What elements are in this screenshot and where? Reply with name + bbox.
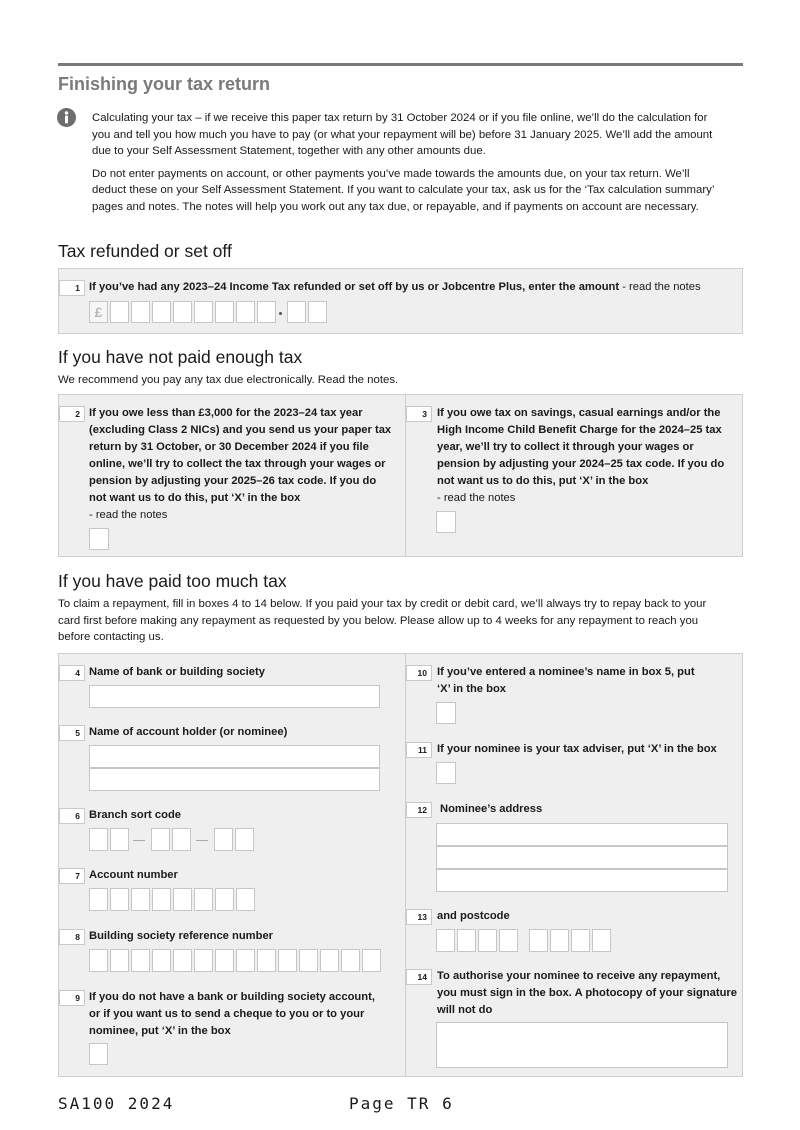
checkbox-question-9[interactable] [89, 1043, 108, 1065]
top-rule [58, 63, 743, 66]
intro-paragraph-calculating: Calculating your tax – if we receive this paper tax return by 31 October 2024 or if you file online, we’ll do the calculation for you and tell you how much you have to pay (or what your repayment will be) before 31 January 2025. We’ll add the amount due to your Self Assessment Statement, together with any other amounts due. [92, 112, 713, 158]
amount-digit-box[interactable] [236, 301, 255, 323]
question-14-text [437, 968, 737, 1019]
question-6-text [89, 807, 389, 824]
sort-code-digit-box[interactable] [151, 828, 170, 851]
question-8-label: Building society reference number [89, 930, 274, 942]
postcode-char-box[interactable] [436, 929, 455, 952]
panel-paid-too-much [58, 653, 743, 1077]
section-title-paid-too-much: If you have paid too much tax [58, 571, 287, 591]
column-divider [405, 654, 406, 1076]
question-3-note: - read the notes [437, 492, 516, 504]
question-4-label: Name of bank or building society [89, 666, 265, 678]
question-11-text [437, 741, 737, 758]
section-title-refunded: Tax refunded or set off [58, 241, 232, 261]
intro-paragraph-payments: Do not enter payments on account, or other payments you’ve made towards the amounts due, on your tax return. We’ll deduct these on your Self Assessment Statement. If you want to calculate your tax, ask us for the ‘Tax calculation summary’ pages and notes. The notes will help you work out any tax due, or repayable, and if payments on account are necessary. [92, 167, 714, 213]
reference-digit-box[interactable] [320, 949, 339, 972]
question-number-8: 8 [59, 929, 85, 945]
postcode-char-box[interactable] [529, 929, 548, 952]
account-number-digit-box[interactable] [110, 888, 129, 911]
bank-name-input[interactable] [89, 685, 380, 708]
account-number-digit-box[interactable] [89, 888, 108, 911]
question-14-label: To authorise your nominee to receive any repayment, you must sign in the box. A photocopy of your signature will not do [437, 970, 737, 1016]
reference-digit-box[interactable] [173, 949, 192, 972]
question-number-3: 3 [406, 406, 432, 422]
question-13-text [437, 908, 737, 925]
question-1-text [89, 279, 739, 296]
question-2-note: - read the notes [89, 509, 168, 521]
question-number-9: 9 [59, 990, 85, 1006]
account-number-digit-box[interactable] [194, 888, 213, 911]
amount-digit-box[interactable] [131, 301, 150, 323]
question-number-13: 13 [406, 909, 432, 925]
account-number-digit-box[interactable] [173, 888, 192, 911]
question-number-1: 1 [59, 280, 85, 296]
info-icon [57, 108, 76, 127]
section-subtitle-paid-too-much: To claim a repayment, fill in boxes 4 to 14 below. If you paid your tax by credit or debit card, we’ll always try to repay back to your card first before making any repayment as requested by you below. Please allow up to 4 weeks for any repayment to reach you before contacting us. [58, 598, 707, 644]
reference-digit-box[interactable] [257, 949, 276, 972]
amount-pence-box[interactable] [287, 301, 306, 323]
sort-code-digit-box[interactable] [235, 828, 254, 851]
checkbox-question-10[interactable] [436, 702, 456, 724]
amount-digit-box[interactable] [152, 301, 171, 323]
question-7-label: Account number [89, 869, 178, 881]
reference-digit-box[interactable] [215, 949, 234, 972]
panel-refunded [58, 268, 743, 334]
intro-text [92, 110, 722, 222]
account-number-digit-box[interactable] [152, 888, 171, 911]
panel-not-paid [58, 394, 743, 557]
question-4-text [89, 664, 389, 681]
sort-code-separator [133, 840, 145, 841]
reference-digit-box[interactable] [89, 949, 108, 972]
pound-sign: £ [94, 304, 103, 320]
question-number-11: 11 [406, 742, 432, 758]
amount-digit-box[interactable] [173, 301, 192, 323]
reference-digit-box[interactable] [299, 949, 318, 972]
page-number: Page TR 6 [349, 1094, 454, 1113]
question-3-label: If you owe tax on savings, casual earnings and/or the High Income Child Benefit Charge for the 2024–25 tax year, we’ll try to collect it through your wages or pension by adjusting your 2024–25 tax code. If you do not want us to do this, put ‘X’ in the box [437, 407, 725, 487]
question-3-text [437, 405, 737, 507]
reference-digit-box[interactable] [362, 949, 381, 972]
sort-code-digit-box[interactable] [214, 828, 233, 851]
account-number-digit-box[interactable] [215, 888, 234, 911]
question-11-label: If your nominee is your tax adviser, put ‘X’ in the box [437, 743, 717, 755]
currency-box [89, 301, 108, 323]
question-10-text [437, 664, 697, 698]
amount-digit-box[interactable] [194, 301, 213, 323]
reference-digit-box[interactable] [278, 949, 297, 972]
question-6-label: Branch sort code [89, 809, 182, 821]
postcode-char-box[interactable] [592, 929, 611, 952]
account-number-digit-box[interactable] [131, 888, 150, 911]
question-13-label: and postcode [437, 910, 510, 922]
question-number-5: 5 [59, 725, 85, 741]
account-holder-input-line-2[interactable] [89, 768, 380, 791]
reference-digit-box[interactable] [152, 949, 171, 972]
question-1-note: - read the notes [619, 281, 701, 293]
question-5-label: Name of account holder (or nominee) [89, 726, 288, 738]
question-number-2: 2 [59, 406, 85, 422]
section-title-not-paid: If you have not paid enough tax [58, 347, 303, 367]
question-number-4: 4 [59, 665, 85, 681]
postcode-char-box[interactable] [478, 929, 497, 952]
amount-digit-box[interactable] [110, 301, 129, 323]
account-holder-input-line-1[interactable] [89, 745, 380, 768]
signature-box[interactable] [436, 1022, 728, 1068]
sort-code-separator [196, 840, 208, 841]
question-number-14: 14 [406, 969, 432, 985]
reference-digit-box[interactable] [236, 949, 255, 972]
question-number-7: 7 [59, 868, 85, 884]
postcode-char-box[interactable] [571, 929, 590, 952]
question-2-label: If you owe less than £3,000 for the 2023–24 tax year (excluding Class 2 NICs) and you send us your paper tax return by 31 October, or 30 December 2024 if you file online, we’ll try to collect the tax through your wages or pension by adjusting your 2025–26 tax code. If you do not want us to do this, put ‘X’ in the box [89, 407, 392, 504]
question-1-label: If you’ve had any 2023–24 Income Tax refunded or set off by us or Jobcentre Plus, enter the amount [89, 281, 620, 293]
question-7-text [89, 867, 389, 884]
reference-digit-box[interactable] [131, 949, 150, 972]
question-8-text [89, 928, 389, 945]
question-9-text [89, 989, 389, 1040]
question-12-text [440, 801, 740, 818]
sort-code-digit-box[interactable] [110, 828, 129, 851]
form-code: SA100 2024 [58, 1094, 175, 1113]
question-12-label: Nominee’s address [440, 803, 543, 815]
amount-pence-box[interactable] [308, 301, 327, 323]
question-5-text [89, 724, 389, 741]
checkbox-question-2[interactable] [89, 528, 109, 550]
page-title: Finishing your tax return [58, 74, 271, 94]
question-number-12: 12 [406, 802, 432, 818]
checkbox-question-3[interactable] [436, 511, 456, 533]
nominee-address-line-2[interactable] [436, 846, 728, 869]
sort-code-digit-box[interactable] [172, 828, 191, 851]
account-number-digit-box[interactable] [236, 888, 255, 911]
amount-digit-box[interactable] [257, 301, 276, 323]
question-number-10: 10 [406, 665, 432, 681]
nominee-address-line-1[interactable] [436, 823, 728, 846]
postcode-char-box[interactable] [457, 929, 476, 952]
reference-digit-box[interactable] [341, 949, 360, 972]
question-2-text [89, 405, 394, 524]
question-number-6: 6 [59, 808, 85, 824]
sort-code-digit-box[interactable] [89, 828, 108, 851]
question-9-label: If you do not have a bank or building society account, or if you want us to send a cheque to you or to your nominee, put ‘X’ in the box [89, 991, 375, 1037]
question-10-label: If you’ve entered a nominee’s name in box 5, put ‘X’ in the box [437, 666, 695, 695]
checkbox-question-11[interactable] [436, 762, 456, 784]
nominee-address-line-3[interactable] [436, 869, 728, 892]
reference-digit-box[interactable] [194, 949, 213, 972]
postcode-char-box[interactable] [499, 929, 518, 952]
decimal-point [279, 312, 282, 315]
amount-digit-box[interactable] [215, 301, 234, 323]
postcode-char-box[interactable] [550, 929, 569, 952]
section-subtitle-not-paid: We recommend you pay any tax due electronically. Read the notes. [58, 374, 399, 386]
reference-digit-box[interactable] [110, 949, 129, 972]
